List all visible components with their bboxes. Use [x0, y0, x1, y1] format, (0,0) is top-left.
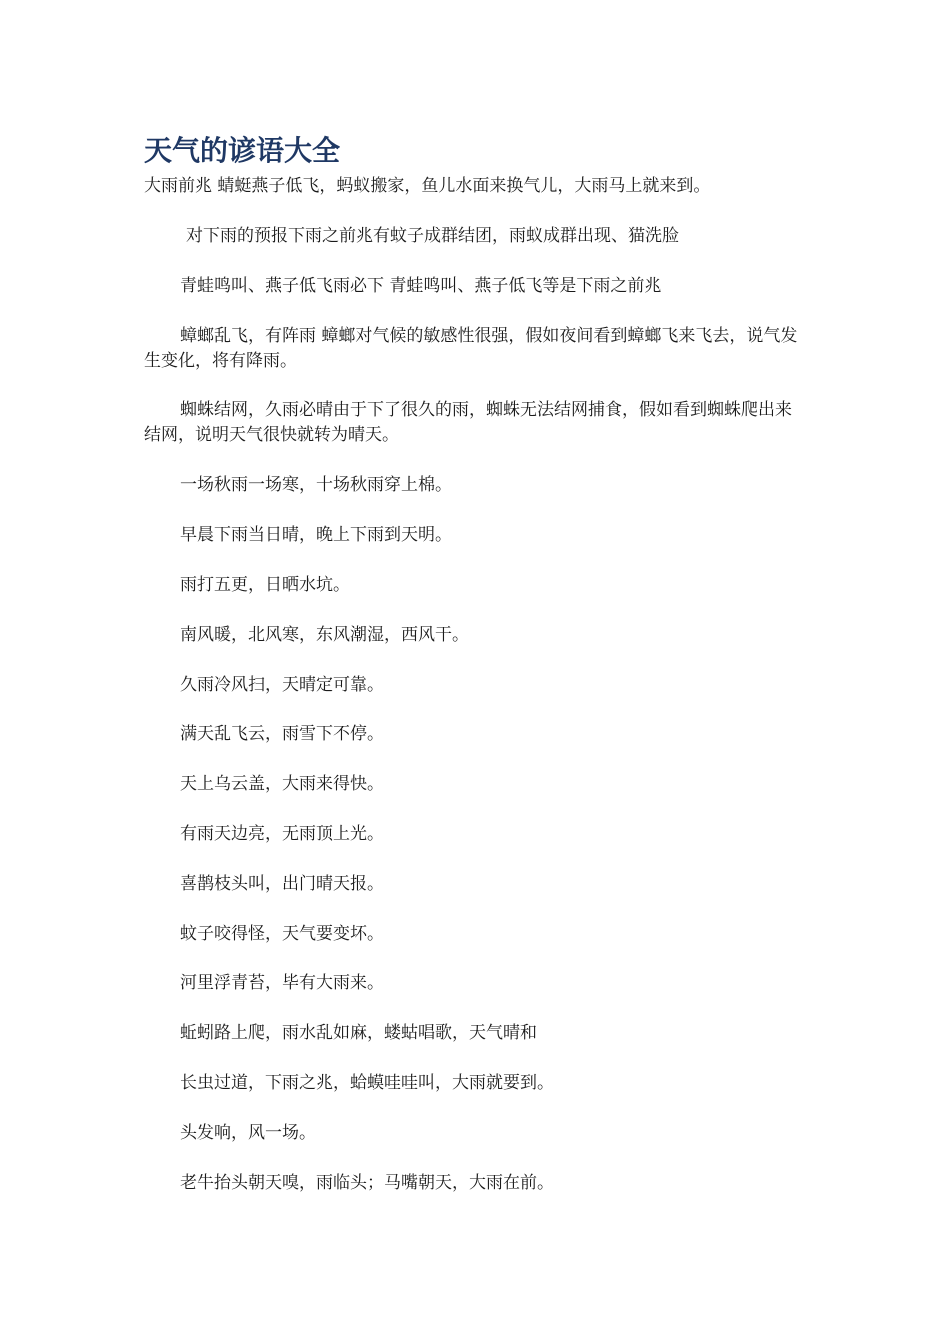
- paragraph-7: 早晨下雨当日晴，晚上下雨到天明。: [180, 525, 452, 545]
- paragraph-14: 喜鹊枝头叫，出门晴天报。: [180, 874, 384, 894]
- paragraph-6: 一场秋雨一场寒，十场秋雨穿上棉。: [180, 475, 452, 495]
- paragraph-11: 满天乱飞云，雨雪下不停。: [180, 724, 384, 744]
- paragraph-1: 大雨前兆 蜻蜓燕子低飞，蚂蚁搬家，鱼儿水面来换气儿，大雨马上就来到。: [144, 176, 711, 196]
- paragraph-16: 河里浮青苔，毕有大雨来。: [180, 973, 384, 993]
- paragraph-10: 久雨冷风扫，天晴定可靠。: [180, 675, 384, 695]
- paragraph-3: 青蛙鸣叫、燕子低飞雨必下 青蛙鸣叫、燕子低飞等是下雨之前兆: [180, 276, 662, 296]
- paragraph-8: 雨打五更，日晒水坑。: [180, 575, 350, 595]
- paragraph-19: 头发响，风一场。: [180, 1123, 316, 1143]
- paragraph-18: 长虫过道，下雨之兆，蛤蟆哇哇叫，大雨就要到。: [180, 1073, 554, 1093]
- paragraph-15: 蚊子咬得怪，天气要变坏。: [180, 924, 384, 944]
- paragraph-2: 对下雨的预报下雨之前兆有蚊子成群结团，雨蚁成群出现、猫洗脸: [186, 226, 679, 246]
- paragraph-12: 天上乌云盖，大雨来得快。: [180, 774, 384, 794]
- paragraph-13: 有雨天边亮，无雨顶上光。: [180, 824, 384, 844]
- paragraph-4: 蟑螂乱飞，有阵雨 蟑螂对气候的敏感性很强，假如夜间看到蟑螂飞来飞去，说气发生变化，将有降雨。: [144, 326, 798, 371]
- paragraph-9: 南风暖，北风寒，东风潮湿，西风干。: [180, 625, 469, 645]
- paragraph-20: 老牛抬头朝天嗅，雨临头；马嘴朝天，大雨在前。: [180, 1173, 554, 1193]
- document-title: 天气的谚语大全: [144, 134, 341, 167]
- paragraph-5: 蜘蛛结网，久雨必晴由于下了很久的雨，蜘蛛无法结网捕食，假如看到蜘蛛爬出来结网，说明天气很快就转为晴天。: [144, 400, 792, 445]
- paragraph-17: 蚯蚓路上爬，雨水乱如麻，蝼蛄唱歌，天气晴和: [180, 1023, 537, 1043]
